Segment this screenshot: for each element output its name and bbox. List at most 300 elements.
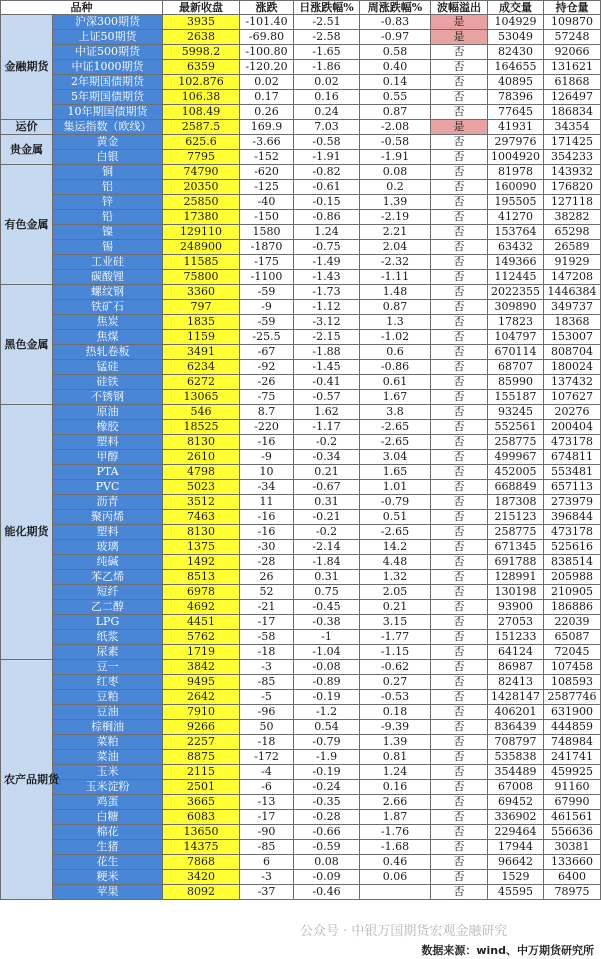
variety-name-cell: 豆粕 [53, 690, 163, 705]
open-interest-cell: 473178 [544, 435, 601, 450]
latest-close-cell: 102.876 [163, 75, 240, 90]
latest-close-cell: 2610 [163, 450, 240, 465]
open-interest-cell: 205988 [544, 570, 601, 585]
table-row [1, 840, 601, 855]
weekly-pct-cell: -0.62 [360, 660, 431, 675]
change-cell: -18 [240, 645, 294, 660]
daily-pct-cell: -0.28 [294, 810, 360, 825]
open-interest-cell: 396844 [544, 510, 601, 525]
volume-cell: 130198 [488, 585, 544, 600]
latest-close-cell: 546 [163, 405, 240, 420]
latest-close-cell: 6083 [163, 810, 240, 825]
weekly-pct-cell: -2.65 [360, 420, 431, 435]
latest-close-cell: 2587.5 [163, 120, 240, 135]
header-volatility-spill: 波幅溢出 [431, 1, 488, 15]
daily-pct-cell: -1.65 [294, 45, 360, 60]
volume-cell: 53049 [488, 30, 544, 45]
daily-pct-cell: 0.75 [294, 585, 360, 600]
open-interest-cell: 143932 [544, 165, 601, 180]
table-row [1, 480, 601, 495]
category-label: 贵金属 [1, 135, 53, 165]
variety-name-cell: 粳米 [53, 870, 163, 885]
volatility-spill-cell: 否 [431, 690, 488, 705]
category-label: 金融期货 [1, 15, 53, 120]
latest-close-cell: 1492 [163, 555, 240, 570]
latest-close-cell: 2642 [163, 690, 240, 705]
daily-pct-cell: -1.9 [294, 750, 360, 765]
open-interest-cell: 65298 [544, 225, 601, 240]
weekly-pct-cell: 1.01 [360, 480, 431, 495]
variety-name-cell: 鸡蛋 [53, 795, 163, 810]
daily-pct-cell: -2.58 [294, 30, 360, 45]
latest-close-cell: 2257 [163, 735, 240, 750]
daily-pct-cell: 1.62 [294, 405, 360, 420]
volume-cell: 309890 [488, 300, 544, 315]
change-cell: -3 [240, 870, 294, 885]
daily-pct-cell: -0.15 [294, 195, 360, 210]
volume-cell: 68707 [488, 360, 544, 375]
volume-cell: 85990 [488, 375, 544, 390]
latest-close-cell: 3842 [163, 660, 240, 675]
header-volume: 成交量 [488, 1, 544, 15]
open-interest-cell: 38282 [544, 210, 601, 225]
change-cell: 26 [240, 570, 294, 585]
open-interest-cell: 131621 [544, 60, 601, 75]
latest-close-cell: 6978 [163, 585, 240, 600]
volatility-spill-cell: 否 [431, 45, 488, 60]
volume-cell: 77645 [488, 105, 544, 120]
table-row [1, 270, 601, 285]
table-row [1, 405, 601, 420]
latest-close-cell: 106.38 [163, 90, 240, 105]
volume-cell: 215123 [488, 510, 544, 525]
latest-close-cell: 3935 [163, 15, 240, 30]
latest-close-cell: 108.49 [163, 105, 240, 120]
weekly-pct-cell: -1.91 [360, 150, 431, 165]
volatility-spill-cell: 否 [431, 195, 488, 210]
table-row [1, 525, 601, 540]
latest-close-cell: 3665 [163, 795, 240, 810]
open-interest-cell: 273979 [544, 495, 601, 510]
latest-close-cell: 1375 [163, 540, 240, 555]
volatility-spill-cell: 是 [431, 30, 488, 45]
volume-cell: 160090 [488, 180, 544, 195]
change-cell: -100.80 [240, 45, 294, 60]
open-interest-cell: 674811 [544, 450, 601, 465]
variety-name-cell: 聚丙烯 [53, 510, 163, 525]
open-interest-cell: 553481 [544, 465, 601, 480]
table-row [1, 60, 601, 75]
change-cell: 50 [240, 720, 294, 735]
daily-pct-cell: -2.51 [294, 15, 360, 30]
change-cell: -90 [240, 825, 294, 840]
variety-name-cell: 镍 [53, 225, 163, 240]
change-cell: -13 [240, 795, 294, 810]
latest-close-cell: 2115 [163, 765, 240, 780]
daily-pct-cell: -1.12 [294, 300, 360, 315]
variety-name-cell: 硅铁 [53, 375, 163, 390]
table-row [1, 495, 601, 510]
weekly-pct-cell: 1.3 [360, 315, 431, 330]
table-row [1, 810, 601, 825]
latest-close-cell: 13065 [163, 390, 240, 405]
volatility-spill-cell: 否 [431, 525, 488, 540]
variety-name-cell: 塑料 [53, 525, 163, 540]
volume-cell: 336902 [488, 810, 544, 825]
latest-close-cell: 7868 [163, 855, 240, 870]
table-row [1, 510, 601, 525]
latest-close-cell: 13650 [163, 825, 240, 840]
open-interest-cell: 91160 [544, 780, 601, 795]
daily-pct-cell: -0.46 [294, 885, 360, 900]
open-interest-cell: 22039 [544, 615, 601, 630]
latest-close-cell: 3420 [163, 870, 240, 885]
volatility-spill-cell: 否 [431, 420, 488, 435]
volume-cell: 149366 [488, 255, 544, 270]
daily-pct-cell: -0.38 [294, 615, 360, 630]
open-interest-cell: 61868 [544, 75, 601, 90]
volatility-spill-cell: 否 [431, 765, 488, 780]
table-row [1, 375, 601, 390]
volatility-spill-cell: 是 [431, 120, 488, 135]
latest-close-cell: 3360 [163, 285, 240, 300]
variety-name-cell: LPG [53, 615, 163, 630]
weekly-pct-cell: -1.76 [360, 825, 431, 840]
volume-cell: 128991 [488, 570, 544, 585]
change-cell: 8.7 [240, 405, 294, 420]
latest-close-cell: 5762 [163, 630, 240, 645]
open-interest-cell: 107458 [544, 660, 601, 675]
latest-close-cell: 6234 [163, 360, 240, 375]
volatility-spill-cell: 否 [431, 675, 488, 690]
volume-cell: 671345 [488, 540, 544, 555]
volatility-spill-cell: 否 [431, 360, 488, 375]
latest-close-cell: 74790 [163, 165, 240, 180]
latest-close-cell: 20350 [163, 180, 240, 195]
change-cell: -37 [240, 885, 294, 900]
weekly-pct-cell: 3.8 [360, 405, 431, 420]
open-interest-cell: 133660 [544, 855, 601, 870]
weekly-pct-cell: 14.2 [360, 540, 431, 555]
daily-pct-cell: -0.19 [294, 690, 360, 705]
weekly-pct-cell: 0.14 [360, 75, 431, 90]
daily-pct-cell: -1.73 [294, 285, 360, 300]
table-row [1, 135, 601, 150]
category-label: 运价 [1, 120, 53, 135]
table-row [1, 255, 601, 270]
volume-cell: 691788 [488, 555, 544, 570]
latest-close-cell: 3491 [163, 345, 240, 360]
weekly-pct-cell: 0.81 [360, 750, 431, 765]
daily-pct-cell: -0.67 [294, 480, 360, 495]
table-row [1, 345, 601, 360]
volume-cell: 93900 [488, 600, 544, 615]
weekly-pct-cell: 1.32 [360, 570, 431, 585]
open-interest-cell: 108593 [544, 675, 601, 690]
volatility-spill-cell: 否 [431, 90, 488, 105]
volatility-spill-cell: 否 [431, 405, 488, 420]
variety-name-cell: 原油 [53, 405, 163, 420]
variety-name-cell: 玻璃 [53, 540, 163, 555]
open-interest-cell: 176820 [544, 180, 601, 195]
table-row [1, 210, 601, 225]
open-interest-cell: 241741 [544, 750, 601, 765]
open-interest-cell: 153007 [544, 330, 601, 345]
volume-cell: 297976 [488, 135, 544, 150]
volatility-spill-cell: 否 [431, 840, 488, 855]
volatility-spill-cell: 否 [431, 270, 488, 285]
variety-name-cell: 花生 [53, 855, 163, 870]
change-cell: 169.9 [240, 120, 294, 135]
volume-cell: 93245 [488, 405, 544, 420]
volume-cell: 670114 [488, 345, 544, 360]
data-source-note: 数据来源：wind、中万期货研究所 [421, 944, 594, 957]
weekly-pct-cell: 0.21 [360, 600, 431, 615]
open-interest-cell: 657113 [544, 480, 601, 495]
table-row [1, 690, 601, 705]
daily-pct-cell: -0.08 [294, 660, 360, 675]
change-cell: -6 [240, 780, 294, 795]
open-interest-cell: 137432 [544, 375, 601, 390]
volatility-spill-cell: 否 [431, 540, 488, 555]
daily-pct-cell: -0.45 [294, 600, 360, 615]
variety-name-cell: 铅 [53, 210, 163, 225]
change-cell: -21 [240, 600, 294, 615]
volume-cell: 153764 [488, 225, 544, 240]
variety-name-cell: PTA [53, 465, 163, 480]
weekly-pct-cell: -1.15 [360, 645, 431, 660]
weekly-pct-cell: -0.83 [360, 15, 431, 30]
open-interest-cell: 171425 [544, 135, 601, 150]
volume-cell: 708797 [488, 735, 544, 750]
change-cell: 0.02 [240, 75, 294, 90]
watermark: 公众号 · 中银万国期货宏观金融研究 [300, 924, 508, 939]
volatility-spill-cell: 否 [431, 480, 488, 495]
daily-pct-cell: -1.86 [294, 60, 360, 75]
open-interest-cell: 92066 [544, 45, 601, 60]
table-row [1, 150, 601, 165]
latest-close-cell: 1835 [163, 315, 240, 330]
volatility-spill-cell: 否 [431, 825, 488, 840]
open-interest-cell: 354233 [544, 150, 601, 165]
open-interest-cell: 459925 [544, 765, 601, 780]
table-row [1, 90, 601, 105]
variety-name-cell: 纯碱 [53, 555, 163, 570]
variety-name-cell: 焦煤 [53, 330, 163, 345]
change-cell: -67 [240, 345, 294, 360]
variety-name-cell: 豆油 [53, 705, 163, 720]
volume-cell: 258775 [488, 525, 544, 540]
volatility-spill-cell: 否 [431, 810, 488, 825]
weekly-pct-cell: -2.32 [360, 255, 431, 270]
latest-close-cell: 3512 [163, 495, 240, 510]
daily-pct-cell: -1.91 [294, 150, 360, 165]
weekly-pct-cell: 1.39 [360, 735, 431, 750]
variety-name-cell: 红枣 [53, 675, 163, 690]
table-row [1, 360, 601, 375]
latest-close-cell: 17380 [163, 210, 240, 225]
volume-cell: 836439 [488, 720, 544, 735]
daily-pct-cell: -0.86 [294, 210, 360, 225]
volume-cell: 1529 [488, 870, 544, 885]
volatility-spill-cell: 否 [431, 795, 488, 810]
latest-close-cell: 14375 [163, 840, 240, 855]
header-open-interest: 持仓量 [544, 1, 601, 15]
daily-pct-cell: -0.75 [294, 240, 360, 255]
volume-cell: 104797 [488, 330, 544, 345]
daily-pct-cell: 7.03 [294, 120, 360, 135]
daily-pct-cell: -1.17 [294, 420, 360, 435]
volume-cell: 406201 [488, 705, 544, 720]
volume-cell: 552561 [488, 420, 544, 435]
latest-close-cell: 4692 [163, 600, 240, 615]
volatility-spill-cell: 否 [431, 375, 488, 390]
volatility-spill-cell: 否 [431, 225, 488, 240]
weekly-pct-cell: -0.58 [360, 135, 431, 150]
open-interest-cell: 2587746 [544, 690, 601, 705]
change-cell: -59 [240, 315, 294, 330]
table-row [1, 585, 601, 600]
volume-cell: 82430 [488, 45, 544, 60]
volatility-spill-cell: 否 [431, 150, 488, 165]
volume-cell: 69452 [488, 795, 544, 810]
weekly-pct-cell: -9.39 [360, 720, 431, 735]
volume-cell: 78396 [488, 90, 544, 105]
open-interest-cell: 107627 [544, 390, 601, 405]
change-cell: -28 [240, 555, 294, 570]
table-row [1, 600, 601, 615]
latest-close-cell: 1159 [163, 330, 240, 345]
variety-name-cell: 锰硅 [53, 360, 163, 375]
open-interest-cell: 30381 [544, 840, 601, 855]
table-row [1, 720, 601, 735]
weekly-pct-cell: -0.86 [360, 360, 431, 375]
change-cell: -26 [240, 375, 294, 390]
volume-cell: 187308 [488, 495, 544, 510]
change-cell: -40 [240, 195, 294, 210]
latest-close-cell: 1719 [163, 645, 240, 660]
variety-name-cell: 白银 [53, 150, 163, 165]
daily-pct-cell: -2.15 [294, 330, 360, 345]
change-cell: -9 [240, 450, 294, 465]
weekly-pct-cell: 2.21 [360, 225, 431, 240]
latest-close-cell: 7795 [163, 150, 240, 165]
open-interest-cell: 525616 [544, 540, 601, 555]
latest-close-cell: 7910 [163, 705, 240, 720]
volatility-spill-cell: 否 [431, 885, 488, 900]
latest-close-cell: 6272 [163, 375, 240, 390]
volume-cell: 151233 [488, 630, 544, 645]
variety-name-cell: 尿素 [53, 645, 163, 660]
weekly-pct-cell: 4.48 [360, 555, 431, 570]
variety-name-cell: 白糖 [53, 810, 163, 825]
volume-cell: 164655 [488, 60, 544, 75]
daily-pct-cell: -0.58 [294, 135, 360, 150]
daily-pct-cell: -0.61 [294, 180, 360, 195]
category-label: 能化期货 [1, 405, 53, 660]
latest-close-cell: 4798 [163, 465, 240, 480]
variety-name-cell: 中证500期货 [53, 45, 163, 60]
table-row [1, 75, 601, 90]
table-row [1, 15, 601, 30]
volume-cell: 195505 [488, 195, 544, 210]
variety-name-cell: 5年期国债期货 [53, 90, 163, 105]
variety-name-cell: 中证1000期货 [53, 60, 163, 75]
weekly-pct-cell: 0.87 [360, 300, 431, 315]
weekly-pct-cell: 2.66 [360, 795, 431, 810]
volatility-spill-cell: 否 [431, 390, 488, 405]
weekly-pct-cell: -2.65 [360, 435, 431, 450]
volume-cell: 104929 [488, 15, 544, 30]
latest-close-cell: 18525 [163, 420, 240, 435]
change-cell: 10 [240, 465, 294, 480]
latest-close-cell: 9495 [163, 675, 240, 690]
volatility-spill-cell: 否 [431, 465, 488, 480]
volatility-spill-cell: 否 [431, 510, 488, 525]
change-cell: -150 [240, 210, 294, 225]
open-interest-cell: 748984 [544, 735, 601, 750]
table-row [1, 645, 601, 660]
variety-name-cell: 乙二醇 [53, 600, 163, 615]
open-interest-cell: 18368 [544, 315, 601, 330]
open-interest-cell: 200404 [544, 420, 601, 435]
volume-cell: 1004920 [488, 150, 544, 165]
table-row [1, 675, 601, 690]
weekly-pct-cell: 0.58 [360, 45, 431, 60]
open-interest-cell: 78975 [544, 885, 601, 900]
open-interest-cell: 1446384 [544, 285, 601, 300]
latest-close-cell: 4451 [163, 615, 240, 630]
volatility-spill-cell: 否 [431, 600, 488, 615]
variety-name-cell: 10年期国债期货 [53, 105, 163, 120]
volatility-spill-cell: 否 [431, 570, 488, 585]
daily-pct-cell: 0.08 [294, 855, 360, 870]
change-cell: -16 [240, 525, 294, 540]
open-interest-cell: 67990 [544, 795, 601, 810]
volume-cell: 17944 [488, 840, 544, 855]
change-cell: -172 [240, 750, 294, 765]
weekly-pct-cell: 1.67 [360, 390, 431, 405]
weekly-pct-cell: 1.65 [360, 465, 431, 480]
daily-pct-cell: -0.09 [294, 870, 360, 885]
latest-close-cell: 5998.2 [163, 45, 240, 60]
latest-close-cell: 7463 [163, 510, 240, 525]
open-interest-cell: 127118 [544, 195, 601, 210]
volume-cell: 82413 [488, 675, 544, 690]
daily-pct-cell: -0.41 [294, 375, 360, 390]
variety-name-cell: 苯乙烯 [53, 570, 163, 585]
header-row [1, 1, 601, 15]
daily-pct-cell: -1.45 [294, 360, 360, 375]
volatility-spill-cell: 否 [431, 210, 488, 225]
volatility-spill-cell: 否 [431, 855, 488, 870]
variety-name-cell: 玉米 [53, 765, 163, 780]
weekly-pct-cell: 0.27 [360, 675, 431, 690]
variety-name-cell: 黄金 [53, 135, 163, 150]
table-row [1, 180, 601, 195]
variety-name-cell: 短纤 [53, 585, 163, 600]
volatility-spill-cell: 否 [431, 630, 488, 645]
change-cell: -69.80 [240, 30, 294, 45]
volatility-spill-cell: 否 [431, 435, 488, 450]
volume-cell: 63432 [488, 240, 544, 255]
table-row [1, 540, 601, 555]
table-row [1, 735, 601, 750]
daily-pct-cell: -1.04 [294, 645, 360, 660]
change-cell: -59 [240, 285, 294, 300]
table-row [1, 465, 601, 480]
variety-name-cell: 塑料 [53, 435, 163, 450]
